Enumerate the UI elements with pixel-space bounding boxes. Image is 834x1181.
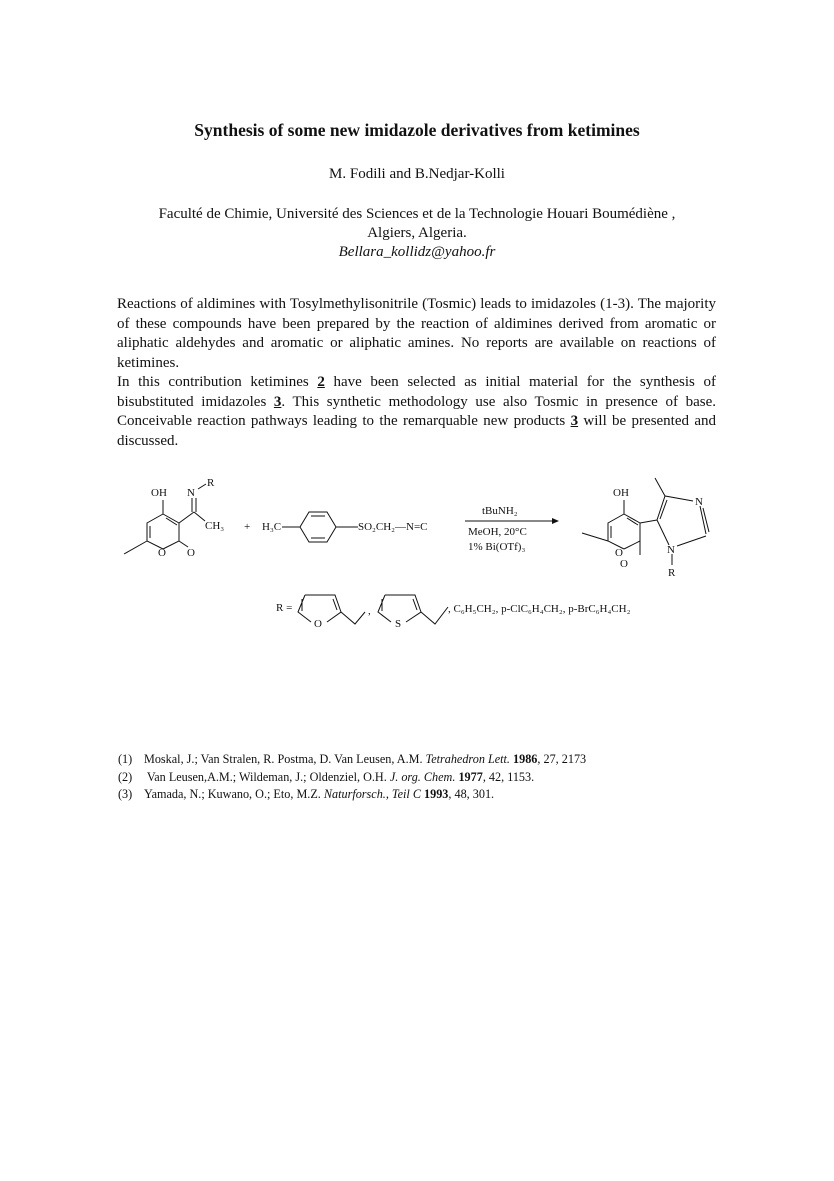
furan-o-label: O <box>314 618 322 630</box>
thienylmethyl-structure <box>378 595 448 624</box>
text: In this contribution ketimines <box>117 374 318 390</box>
ref-year: 1993 <box>424 787 449 801</box>
thiophene-s-label: S <box>395 618 402 630</box>
ch3-label: CH₃ <box>205 520 225 532</box>
condition-catalyst: 1% Bi(OTf)₃ <box>468 541 526 553</box>
ref-journal: Tetrahedron Lett. <box>425 752 510 766</box>
ref-volume-pages: , 27, 2173 <box>537 752 587 766</box>
text: . This synthetic methodology use also Tosmic in presence of base. Conceivable reaction pathways leading to the remarquable new products <box>117 393 716 429</box>
affiliation-line: Faculté de Chimie, Université des Sciences et de la Technologie Houari Boumédiène , <box>158 206 676 222</box>
imidazole-n3-label: N <box>695 496 703 508</box>
authors: M. Fodili and B.Nedjar-Kolli <box>329 166 505 182</box>
ref-authors: Moskal, J.; Van Stralen, R. Postma, D. Van Leusen, A.M. <box>144 752 426 766</box>
carbonyl-o-label: O <box>187 547 195 559</box>
product-structure <box>582 478 709 565</box>
plus-sign: + <box>244 521 251 533</box>
product-ring-o-label: O <box>615 547 623 559</box>
n-label: N <box>187 487 195 499</box>
references <box>118 751 738 804</box>
affiliation-line: Algiers, Algeria. <box>367 225 467 241</box>
ring-o-label: O <box>158 547 166 559</box>
ref-volume-pages: , 48, 301. <box>448 787 495 801</box>
tosyl-benzene-ring <box>282 512 358 542</box>
abstract-paragraph: Reactions of aldimines with Tosylmethylisonitrile (Tosmic) leads to imidazoles (1-3). The majority of these compounds have been prepared by the reaction of aldimines derived from aromatic or aliphatic aldehydes and aromatic or aliphatic amines. No reports are available on reactions of ketimines. <box>117 296 716 371</box>
separator-comma: , <box>368 605 371 617</box>
ref-number: (2) <box>118 769 133 784</box>
condition-base: tBuNH₂ <box>482 505 518 517</box>
ref-authors: Yamada, N.; Kuwano, O.; Eto, M.Z. <box>144 787 324 801</box>
ref-number: (3) <box>118 787 133 801</box>
ref-authors: Van Leusen,A.M.; Wildeman, J.; Oldenziel, O.H. <box>144 769 390 784</box>
r-equals-label: R = <box>276 602 293 614</box>
h3c-label: H₃C <box>262 521 282 533</box>
ref-year: 1977 <box>458 769 483 784</box>
product-oh-label: OH <box>613 487 629 499</box>
reference-item <box>118 786 738 804</box>
ref-number: (1) <box>118 752 133 766</box>
compound-number: 3 <box>273 393 282 410</box>
furylmethyl-structure <box>298 595 365 624</box>
oh-label: OH <box>151 487 167 499</box>
ref-volume-pages: , 42, 1153. <box>482 769 535 784</box>
ref-year: 1986 <box>513 752 538 766</box>
imidazole-n1-label: N <box>667 544 675 556</box>
ref-journal: J. org. Chem. <box>389 769 456 784</box>
r-label: R <box>207 477 215 489</box>
text: have been selected as initial material for the synthesis of bisubstituted imidazoles <box>117 374 716 410</box>
compound-number: 3 <box>570 413 579 429</box>
text: will be presented and discussed. <box>117 413 716 449</box>
reaction-arrow <box>465 518 559 524</box>
reference-item <box>118 769 738 787</box>
reference-item <box>118 751 738 769</box>
condition-solvent: MeOH, 20°C <box>468 526 527 538</box>
tosmic-tail-label: SO₂CH₂—N=C <box>358 521 428 533</box>
r-substituent-list: , C₆H₅CH₂, p-ClC₆H₄CH₂, p-BrC₆H₄CH₂ <box>448 603 631 615</box>
paper-title: Synthesis of some new imidazole derivatives from ketimines <box>194 120 640 140</box>
ref-journal: Naturforsch., Teil C <box>323 787 421 801</box>
email-link[interactable]: Bellara_kollidz@yahoo.fr <box>338 244 496 260</box>
compound-number: 2 <box>317 374 325 390</box>
product-carbonyl-o-label: O <box>620 558 628 570</box>
product-r-label: R <box>668 567 676 579</box>
